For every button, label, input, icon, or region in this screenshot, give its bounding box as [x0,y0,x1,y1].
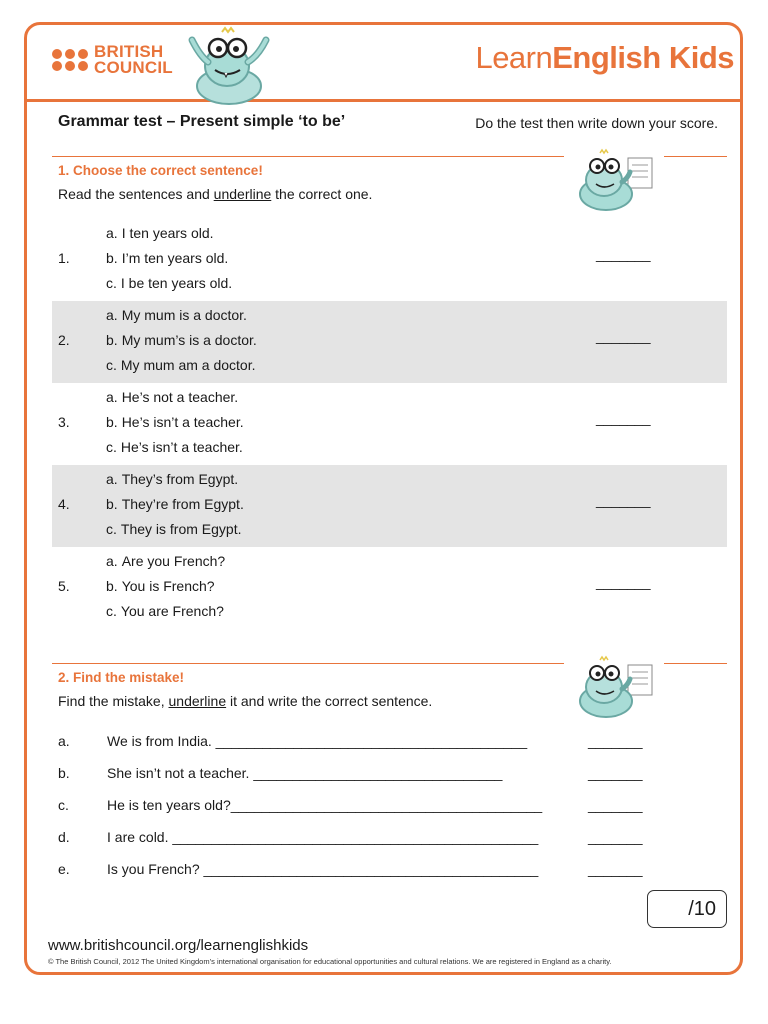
question-number: 2. [58,332,70,348]
learnenglish-kids-logo: LearnEnglish Kids [475,40,734,75]
option-text: He’s isn’t a teacher. [121,414,244,430]
answer-option[interactable] [106,307,247,323]
answer-option[interactable] [106,225,214,241]
option-letter: b. [106,250,118,266]
question-row [52,219,727,301]
section1-rule-left [52,156,564,157]
option-letter: b. [106,496,118,512]
answer-blank[interactable]: _______ [596,574,651,590]
score-blank[interactable]: _______ [588,797,643,813]
option-text: My mum is a doctor. [121,307,247,323]
option-letter: c. [106,275,117,291]
option-text: Are you French? [121,553,226,569]
option-letter: b. [106,578,118,594]
option-text: He’s isn’t a teacher. [120,439,243,455]
option-letter: c. [106,603,117,619]
mistake-row [58,733,658,757]
header-divider [27,99,740,102]
section1-title: 1. Choose the correct sentence! [58,163,263,178]
answer-blank[interactable]: _______ [596,410,651,426]
mistake-sentence[interactable]: I are cold. _______________________________________________ [107,829,539,845]
mistake-letter: a. [58,733,70,749]
answer-option[interactable] [106,439,243,455]
answer-blank[interactable]: _______ [596,492,651,508]
option-text: I ten years old. [121,225,214,241]
option-letter: c. [106,521,117,537]
section2-rule-right [664,663,727,664]
question-row [52,465,727,547]
footer-url[interactable]: www.britishcouncil.org/learnenglishkids [48,937,309,954]
score-blank[interactable]: _______ [588,733,643,749]
answer-option[interactable] [106,553,225,569]
option-letter: a. [106,471,118,487]
page-title: Grammar test – Present simple ‘to be’ [58,113,346,130]
answer-option[interactable] [106,332,257,348]
option-letter: b. [106,332,118,348]
bc-logo-line1: BRITISH [94,42,164,61]
mistake-row [58,861,658,885]
option-text: They’re from Egypt. [121,496,244,512]
option-letter: c. [106,357,117,373]
mistake-row [58,829,658,853]
test-instruction: Do the test then write down your score. [475,115,718,131]
answer-option[interactable] [106,389,238,405]
option-text: You is French? [121,578,215,594]
question-number: 5. [58,578,70,594]
option-letter: a. [106,307,118,323]
option-text: You are French? [120,603,224,619]
mascot-with-paper-icon [570,655,658,721]
option-text: They’s from Egypt. [121,471,239,487]
option-letter: a. [106,389,118,405]
question-row [52,301,727,383]
answer-option[interactable] [106,496,244,512]
footer-copyright: © The British Council, 2012 The United Kingdom’s international organisation for educational opportunities and cultural relations. We are registered in England as a charity. [48,957,612,966]
section1-rule-right [664,156,727,157]
section2-title: 2. Find the mistake! [58,670,185,685]
score-blank[interactable]: _______ [588,829,643,845]
answer-option[interactable] [106,250,228,266]
answer-option[interactable] [106,578,215,594]
question-row [52,547,727,629]
mistake-letter: e. [58,861,70,877]
mistake-row [58,765,658,789]
section2-description: Find the mistake, underline it and write the correct sentence. [58,693,433,709]
mascot-with-paper-icon [570,148,658,214]
monster-mascot-icon [170,26,288,106]
score-blank[interactable]: _______ [588,765,643,781]
mistake-letter: c. [58,797,69,813]
bc-logo-line2: COUNCIL [94,58,173,77]
question-number: 3. [58,414,70,430]
option-text: My mum am a doctor. [120,357,256,373]
answer-option[interactable] [106,471,238,487]
british-council-logo [52,44,173,76]
mistake-sentence[interactable]: Is you French? ___________________________________________ [107,861,539,877]
option-text: My mum’s is a doctor. [121,332,257,348]
section1-description: Read the sentences and underline the correct one. [58,186,373,202]
mistake-sentence[interactable]: He is ten years old?________________________________________ [107,797,543,813]
option-letter: a. [106,225,118,241]
score-box[interactable]: /10 [647,890,727,928]
mistake-sentence[interactable]: We is from India. ________________________________________ [107,733,528,749]
mistake-letter: d. [58,829,70,845]
answer-option[interactable] [106,357,255,373]
mistake-letter: b. [58,765,70,781]
option-text: I be ten years old. [120,275,233,291]
answer-option[interactable] [106,414,244,430]
option-text: I’m ten years old. [121,250,229,266]
answer-option[interactable] [106,603,224,619]
answer-option[interactable] [106,521,241,537]
option-letter: a. [106,553,118,569]
question-row [52,383,727,465]
answer-blank[interactable]: _______ [596,328,651,344]
answer-option[interactable] [106,275,232,291]
mistake-sentence[interactable]: She isn’t not a teacher. ________________________________ [107,765,503,781]
answer-blank[interactable]: _______ [596,246,651,262]
option-letter: c. [106,439,117,455]
option-text: He’s not a teacher. [121,389,239,405]
score-blank[interactable]: _______ [588,861,643,877]
section2-rule-left [52,663,564,664]
question-number: 4. [58,496,70,512]
option-text: They is from Egypt. [120,521,242,537]
option-letter: b. [106,414,118,430]
question-number: 1. [58,250,70,266]
mistake-row [58,797,658,821]
british-council-dots-icon [52,49,88,71]
